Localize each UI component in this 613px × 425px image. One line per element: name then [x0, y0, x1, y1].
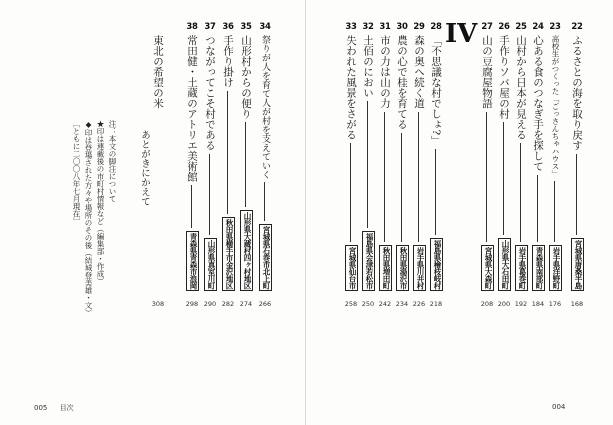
toc-entry[interactable]: [515, 0, 527, 425]
toc-entry[interactable]: [259, 0, 271, 425]
location-tag: 青森県青森市浪岡: [186, 231, 199, 291]
location-tag: 山形県大石田町: [498, 238, 511, 291]
entry-number: 33: [345, 22, 357, 32]
toc-entry[interactable]: [222, 0, 234, 425]
entry-number: 38: [186, 22, 198, 32]
entry-page: 258: [344, 300, 358, 308]
entry-page: 234: [395, 300, 409, 308]
leader-line: [503, 122, 504, 235]
entry-page: 250: [361, 300, 375, 308]
leader-line: [245, 122, 246, 207]
entry-number: 35: [240, 22, 252, 32]
entry-page: 176: [548, 300, 562, 308]
toc-entry[interactable]: [345, 0, 357, 425]
entry-page: 192: [514, 300, 528, 308]
entry-number: 26: [498, 22, 510, 32]
toc-entry[interactable]: [498, 0, 510, 425]
leader-line: [209, 154, 210, 235]
entry-page: 298: [185, 300, 199, 308]
entry-page: 226: [412, 300, 426, 308]
entry-title: 市の力は山の力: [379, 35, 391, 109]
leader-line: [191, 185, 192, 228]
entry-page: 282: [221, 300, 235, 308]
note-line: ［ともに二〇〇八年七月現在］: [72, 120, 81, 225]
leader-line: [264, 182, 265, 221]
toc-entry[interactable]: [430, 0, 442, 425]
leader-line: [401, 133, 402, 242]
toc-entry[interactable]: [186, 0, 198, 425]
toc-entry[interactable]: [571, 0, 583, 425]
entry-title: 「不思議な村でしょ?」: [430, 35, 442, 146]
entry-title: 土佰のにおい: [362, 35, 374, 98]
toc-entry[interactable]: [549, 0, 561, 425]
part-heading: IV: [445, 19, 478, 49]
entry-page: 274: [239, 300, 253, 308]
leader-line: [576, 154, 577, 235]
leader-line: [384, 112, 385, 242]
location-tag: 山形県真室川町: [204, 238, 217, 291]
entry-page: 290: [203, 300, 217, 308]
entry-title: 祭りが人を育て人が村を支えていく: [260, 35, 270, 179]
entry-number: 25: [515, 22, 527, 32]
entry-title: 手作りソバ屋の村: [498, 35, 510, 119]
entry-title: 手作り掛け: [222, 35, 234, 88]
entry-title: 山形村からの便り: [240, 35, 252, 119]
location-tag: 岩手県川井村: [413, 245, 426, 291]
entry-number: 23: [549, 22, 561, 32]
entry-page: 208: [480, 300, 494, 308]
entry-page: 266: [258, 300, 272, 308]
note-line: 注：本文の脚注について: [108, 120, 117, 203]
entry-title: 農の心で桂を育てる: [396, 35, 408, 130]
toc-entry-closing[interactable]: [152, 0, 164, 425]
toc-entry-closing-sub: [138, 0, 150, 425]
entry-number: 28: [430, 22, 442, 32]
location-tag: 宮城県仙台市: [345, 245, 358, 291]
entry-number: 37: [204, 22, 216, 32]
location-tag: 宮城県大森町: [481, 245, 494, 291]
right-page-number: 004: [552, 403, 566, 411]
leader-line: [520, 143, 521, 242]
entry-title: 心ある食のつなぎ手を探して: [532, 35, 544, 172]
entry-title: 失われた風景をさがる: [345, 35, 357, 140]
entry-number: 31: [379, 22, 391, 32]
toc-entry[interactable]: [240, 0, 252, 425]
location-tag: 岩手県葛巻町: [515, 245, 528, 291]
left-page-number: 005: [34, 404, 48, 412]
leader-line: [227, 91, 228, 214]
location-tag: 山形県大蔵村四ヶ村地区: [240, 210, 253, 291]
note-line: ★印は連載後の市町村情報など（編集部・作成）: [96, 120, 105, 285]
entry-number: 32: [362, 22, 374, 32]
footer-label: 目次: [59, 404, 74, 412]
entry-number: 24: [532, 22, 544, 32]
location-tag: 岩手県洋野町: [549, 245, 562, 291]
leader-line: [350, 143, 351, 242]
footer-left: [34, 403, 74, 413]
leader-line: [418, 112, 419, 242]
closing-subtitle: あとがきにかえて: [139, 130, 150, 206]
entry-page: 218: [429, 300, 443, 308]
entry-title: 森の奥へ続く道: [413, 35, 425, 109]
toc-entry[interactable]: [532, 0, 544, 425]
entry-number: 27: [481, 22, 493, 32]
location-tag: 福島県檜枝岐村: [430, 238, 443, 291]
location-tag: 福島県会津若松市: [362, 231, 375, 291]
entry-page: 184: [531, 300, 545, 308]
entry-title: つながってこそ村である: [204, 35, 216, 151]
location-tag: 秋田県増田町: [379, 245, 392, 291]
entry-title: ふるさとの海を取り戻す: [571, 35, 583, 151]
entry-page: 200: [497, 300, 511, 308]
entry-page: 242: [378, 300, 392, 308]
note-line: ◆印は登場された方々や場所のその後（結城登美雄・文）: [84, 120, 93, 317]
closing-page: 308: [151, 300, 165, 308]
toc-entry[interactable]: [481, 0, 493, 425]
leader-line: [486, 112, 487, 242]
entry-number: 22: [571, 22, 583, 32]
toc-entry[interactable]: [396, 0, 408, 425]
toc-entry[interactable]: [379, 0, 391, 425]
closing-title: 東北の希望の米: [152, 35, 164, 109]
entry-number: 36: [222, 22, 234, 32]
entry-number: 34: [259, 22, 271, 32]
location-tag: 宮城県唐桑半島: [571, 238, 584, 291]
entry-title: 山村から日本が見える: [515, 35, 527, 140]
entry-number: 30: [396, 22, 408, 32]
leader-line: [537, 175, 538, 242]
leader-line: [435, 149, 436, 235]
location-tag: 秋田県横手市金沢地区: [222, 217, 235, 291]
entry-page: 168: [570, 300, 584, 308]
toc-entry[interactable]: [204, 0, 216, 425]
entry-number: 29: [413, 22, 425, 32]
entry-title: 常田健・土蔵のアトリエ美術館: [186, 35, 198, 182]
location-tag: 宮城県石巻市北上町: [259, 224, 272, 291]
footer-right: [552, 403, 565, 411]
entry-title: 高校生がつくった「ごっさんちゃハウス」: [551, 35, 560, 178]
leader-line: [367, 101, 368, 228]
location-tag: 秋田県湯沢市: [396, 245, 409, 291]
entry-title: 山の豆腐屋物語: [481, 35, 493, 109]
toc-entry[interactable]: [413, 0, 425, 425]
toc-entry[interactable]: [362, 0, 374, 425]
leader-line: [554, 181, 555, 242]
location-tag: 青森県南部町: [532, 245, 545, 291]
